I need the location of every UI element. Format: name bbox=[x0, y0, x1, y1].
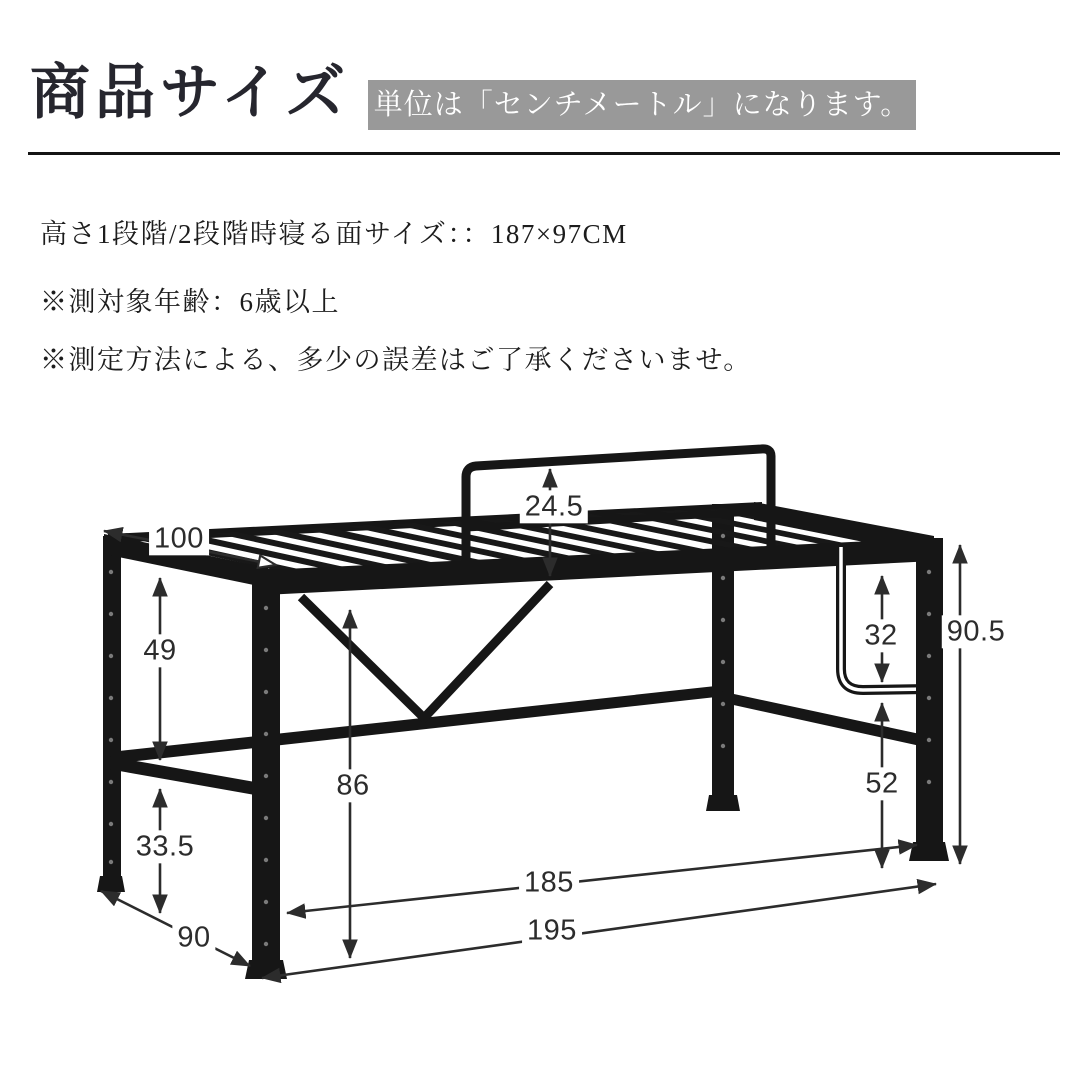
note-tolerance: ※測定方法による、多少の誤差はご了承くださいませ。 bbox=[40, 345, 752, 375]
dim-upper-leg: 49 bbox=[138, 634, 181, 667]
dim-under-clearance: 86 bbox=[331, 769, 374, 802]
dim-hook-lower: 52 bbox=[860, 767, 903, 800]
dim-guard-rail-height: 24.5 bbox=[520, 490, 588, 523]
dim-lower-leg: 33.5 bbox=[131, 830, 199, 863]
dim-overall-length: 195 bbox=[522, 914, 582, 947]
dim-top-depth: 100 bbox=[149, 522, 209, 555]
v-brace bbox=[301, 584, 550, 718]
page-title: 商品サイズ bbox=[30, 60, 351, 126]
dim-inner-length: 185 bbox=[519, 866, 579, 899]
dim-hook-upper: 32 bbox=[859, 619, 902, 652]
unit-note-badge: 単位は「センチメートル」になります。 bbox=[368, 80, 916, 130]
note-target-age: ※測対象年齢：6歳以上 bbox=[40, 287, 340, 317]
dim-overall-height: 90.5 bbox=[942, 615, 1010, 648]
note-sleeping-surface: 高さ1段階/2段階時寝る面サイズ：：187×97CM bbox=[40, 219, 628, 249]
dim-floor-depth: 90 bbox=[172, 921, 215, 954]
lower-rails bbox=[108, 685, 934, 798]
